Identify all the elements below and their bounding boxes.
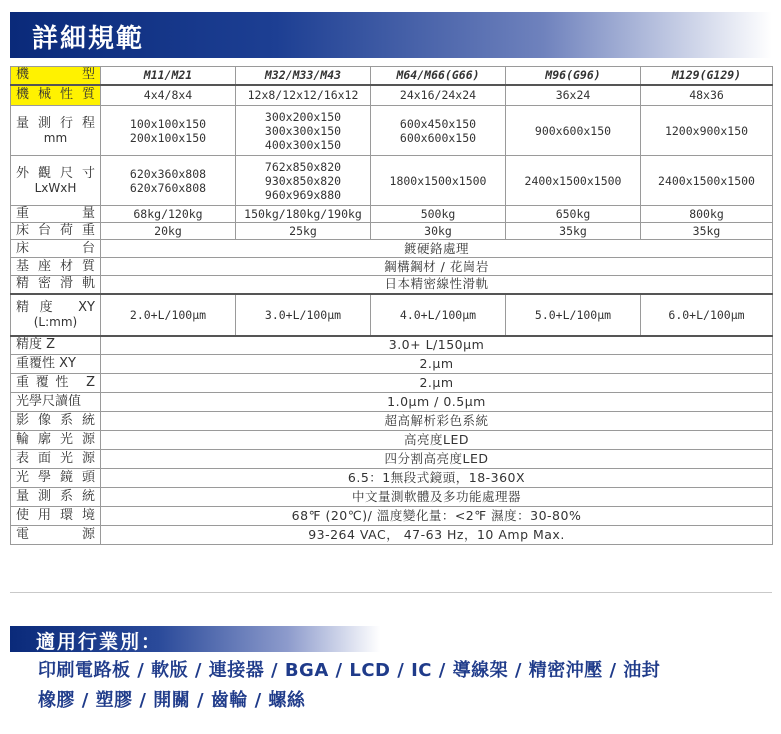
spec-cell: 68℉ (20℃)/ 溫度變化量：<2℉ 濕度：30-80% [101,507,773,526]
spec-row [11,258,773,276]
spec-cell: 2400x1500x1500 [641,156,773,206]
row-label: 光學鏡頭 [11,469,101,488]
spec-cell: 500kg [371,206,506,223]
row-label: 精度 XY (L:mm) [11,294,101,336]
row-label: 光學尺讀值 [11,393,101,412]
spec-cell: 48x36 [641,85,773,106]
spec-row [11,526,773,545]
spec-row [11,431,773,450]
row-label: 電 源 [11,526,101,545]
model-header: M11/M21 [101,67,236,85]
model-header: M32/M33/M43 [236,67,371,85]
row-label: 重覆性 XY [11,355,101,374]
industries-line: 印刷電路板 / 軟版 / 連接器 / BGA / LCD / IC / 導線架 / 精密沖壓 / 油封 [38,660,661,681]
spec-row [11,469,773,488]
spec-cell: 2.μm [101,355,773,374]
spec-row [11,393,773,412]
model-header-row [11,67,773,85]
spec-cell: 25kg [236,223,371,240]
spec-row [11,355,773,374]
model-header: M96(G96) [506,67,641,85]
spec-row [11,106,773,156]
row-label: 精度 Z [11,336,101,355]
spec-row [11,488,773,507]
spec-table [10,66,773,545]
row-label: 影像系統 [11,412,101,431]
row-label: 使用環境 [11,507,101,526]
spec-row [11,85,773,106]
spec-cell: 100x100x150 200x100x150 [101,106,236,156]
spec-cell: 650kg [506,206,641,223]
spec-row [11,223,773,240]
spec-cell: 68kg/120kg [101,206,236,223]
spec-cell: 超高解析彩色系統 [101,412,773,431]
spec-cell: 鋼構鋼材 / 花崗岩 [101,258,773,276]
spec-cell: 3.0+L/100μm [236,294,371,336]
spec-cell: 高亮度LED [101,431,773,450]
section-divider [10,592,772,593]
spec-cell: 6.5：1無段式鏡頭，18-360X [101,469,773,488]
spec-cell: 150kg/180kg/190kg [236,206,371,223]
model-header: M129(G129) [641,67,773,85]
row-label: 機械性質 [11,85,101,106]
title-banner [10,12,772,58]
row-label: 重覆性 Z [11,374,101,393]
row-label: 床台荷重 [11,223,101,240]
spec-row [11,336,773,355]
spec-cell: 12x8/12x12/16x12 [236,85,371,106]
row-label: 量測系統 [11,488,101,507]
spec-cell: 35kg [506,223,641,240]
spec-cell: 4x4/8x4 [101,85,236,106]
page-title: 詳細規範 [32,24,145,54]
spec-row [11,450,773,469]
spec-cell: 6.0+L/100μm [641,294,773,336]
industries-list [38,656,738,716]
row-label: 外觀尺寸 LxWxH [11,156,101,206]
model-header: M64/M66(G66) [371,67,506,85]
spec-row [11,276,773,294]
spec-cell: 4.0+L/100μm [371,294,506,336]
spec-row [11,206,773,223]
spec-cell: 30kg [371,223,506,240]
row-label: 重 量 [11,206,101,223]
spec-cell: 中文量測軟體及多功能處理器 [101,488,773,507]
spec-row [11,412,773,431]
row-label: 精密滑軌 [11,276,101,294]
spec-cell: 900x600x150 [506,106,641,156]
spec-cell: 1.0μm / 0.5μm [101,393,773,412]
spec-cell: 620x360x808 620x760x808 [101,156,236,206]
spec-cell: 762x850x820 930x850x820 960x969x880 [236,156,371,206]
spec-row [11,156,773,206]
row-label: 輪廓光源 [11,431,101,450]
industries-title: 適用行業別： [36,631,163,653]
spec-row [11,507,773,526]
spec-cell: 1200x900x150 [641,106,773,156]
spec-cell: 3.0+ L/150μm [101,336,773,355]
spec-row [11,374,773,393]
row-label: 基座材質 [11,258,101,276]
spec-cell: 日本精密線性滑軌 [101,276,773,294]
spec-cell: 2400x1500x1500 [506,156,641,206]
spec-cell: 1800x1500x1500 [371,156,506,206]
spec-cell: 800kg [641,206,773,223]
row-label: 床 台 [11,240,101,258]
spec-cell: 300x200x150 300x300x150 400x300x150 [236,106,371,156]
spec-cell: 四分割高亮度LED [101,450,773,469]
spec-cell: 93-264 VAC， 47-63 Hz，10 Amp Max. [101,526,773,545]
spec-cell: 24x16/24x24 [371,85,506,106]
industries-banner [10,626,380,652]
industries-line: 橡膠 / 塑膠 / 開關 / 齒輪 / 螺絲 [38,690,306,711]
spec-cell: 2.μm [101,374,773,393]
spec-cell: 600x450x150 600x600x150 [371,106,506,156]
row-label: 表面光源 [11,450,101,469]
row-label: 量測行程 mm [11,106,101,156]
spec-row [11,240,773,258]
model-label: 機 型 [11,67,101,85]
spec-cell: 鍍硬鉻處理 [101,240,773,258]
spec-cell: 36x24 [506,85,641,106]
spec-cell: 5.0+L/100μm [506,294,641,336]
spec-cell: 2.0+L/100μm [101,294,236,336]
spec-row [11,294,773,336]
spec-cell: 35kg [641,223,773,240]
spec-cell: 20kg [101,223,236,240]
